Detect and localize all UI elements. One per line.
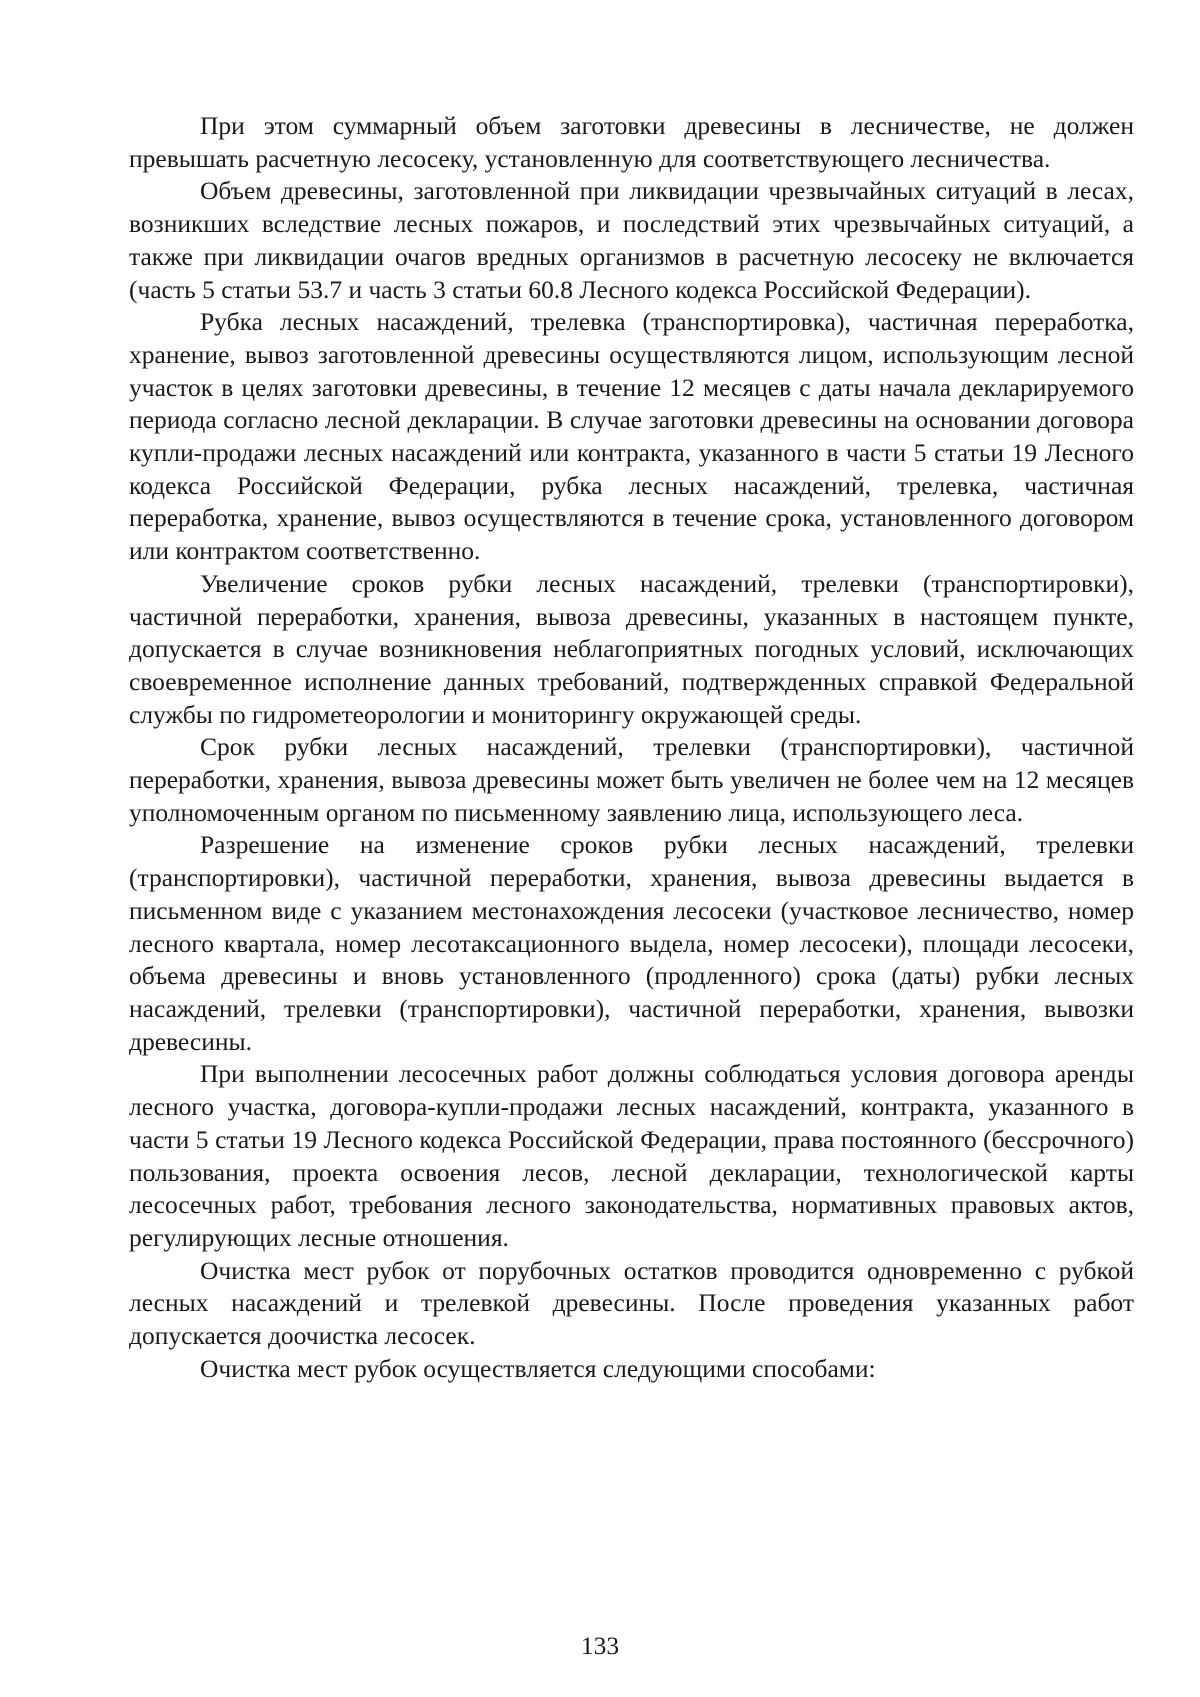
- paragraph-term-extension-limit: Срок рубки лесных насаждений, трелевки (транспортировки), частичной переработки, хранения, вывоза древесины может быть увеличен не более чем на 12 месяцев уполномоченным органом по письменному заявлению лица, использующего леса.: [129, 732, 1134, 827]
- paragraph-term-extension-weather: Увеличение сроков рубки лесных насаждений, трелевки (транспортировки), частичной переработки, хранения, вывоза древесины, указанных в настоящем пункте, допускается в случае возникновения неблагоприятных погодных условий, исключающих своевременное исполнение данных требований, подтвержденных справкой Федеральной службы по гидрометеорологии и мониторингу окружающей среды.: [129, 568, 1134, 729]
- paragraph-cleanup-methods: Очистка мест рубок осуществляется следующими способами:: [200, 1353, 876, 1383]
- paragraph-residue-cleanup: Очистка мест рубок от порубочных остатков проводится одновременно с рубкой лесных насаждений и трелевкой древесины. После проведения указанных работ допускается доочистка лесосек.: [129, 1255, 1134, 1351]
- paragraph-extension-permit: Разрешение на изменение сроков рубки лесных насаждений, трелевки (транспортировки), частичной переработки, хранения, вывоза древесины выдается в письменном виде с указанием местонахождения лесосеки (участковое лесничество, номер лесного квартала, номер лесотаксационного выдела, номер лесосеки), площади лесосеки, объема древесины и вновь установленного (продленного) срока (даты) рубки лесных насаждений, трелевки (транспортировки), частичной переработки, хранения, вывозки древесины.: [129, 830, 1134, 1056]
- document-body: [129, 110, 1134, 1385]
- paragraph-felling-terms: Рубка лесных насаждений, трелевка (транспортировка), частичная переработка, хранение, вывоз заготовленной древесины осуществляются лицом, использующим лесной участок в целях заготовки древесины, в течение 12 месяцев с даты начала декларируемого периода согласно лесной декларации. В случае заготовки древесины на основании договора купли-продажи лесных насаждений или контракта, указанного в части 5 статьи 19 Лесного кодекса Российской Федерации, рубка лесных насаждений, трелевка, частичная переработка, хранение, вывоз осуществляются в течение срока, установленного договором или контрактом соответственно.: [129, 307, 1134, 566]
- page-number: 133: [580, 1631, 620, 1660]
- paragraph-total-volume: При этом суммарный объем заготовки древесины в лесничестве, не должен превышать расчетную лесосеку, установленную для соответствующего лесничества.: [129, 111, 1134, 173]
- paragraph-logging-conditions: При выполнении лесосечных работ должны соблюдаться условия договора аренды лесного участка, договора-купли-продажи лесных насаждений, контракта, указанного в части 5 статьи 19 Лесного кодекса Российской Федерации, права постоянного (бессрочного) пользования, проекта освоения лесов, лесной декларации, технологической карты лесосечных работ, требования лесного законодательства, нормативных правовых актов, регулирующих лесные отношения.: [129, 1059, 1134, 1252]
- paragraph-emergency-timber: Объем древесины, заготовленной при ликвидации чрезвычайных ситуаций в лесах, возникших вследствие лесных пожаров, и последствий этих чрезвычайных ситуаций, а также при ликвидации очагов вредных организмов в расчетную лесосеку не включается (часть 5 статьи 53.7 и часть 3 статьи 60.8 Лесного кодекса Российской Федерации).: [129, 176, 1134, 304]
